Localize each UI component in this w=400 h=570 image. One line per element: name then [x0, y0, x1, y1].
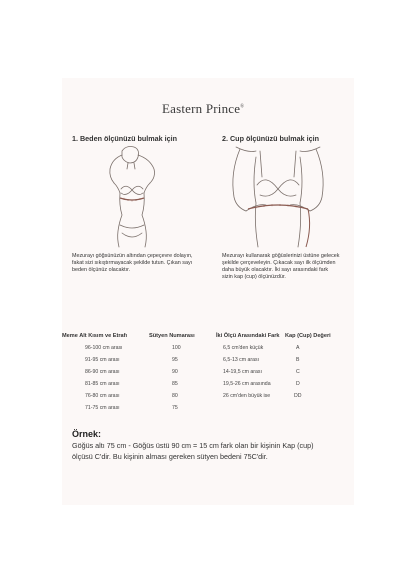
band-row-6-range: 71-75 cm arası: [85, 405, 120, 411]
band-table-header-size: Sütyen Numarası: [149, 333, 195, 339]
section-2-title: 2. Cup ölçünüzü bulmak için: [222, 134, 320, 143]
body-figure-band-measure: [92, 143, 174, 251]
band-row-6-size: 75: [172, 405, 178, 411]
cup-table-header-cup: Kap (Cup) Değeri: [285, 333, 331, 339]
band-row-2-size: 95: [172, 357, 178, 363]
band-row-4-size: 85: [172, 381, 178, 387]
band-row-5-range: 76-80 cm arası: [85, 393, 120, 399]
band-row-5-size: 80: [172, 393, 178, 399]
band-table-header-measure: Meme Alt Kısım ve Etrafı: [62, 333, 128, 339]
section-1-caption: Mezurayı göğsünüzün altından çepeçevre dolayın, fakat sizi sıkıştırmayacak şekilde tutun. Çıkan sayı beden ölçünüz olacaktır.: [72, 253, 193, 273]
band-row-2-range: 91-95 cm arası: [85, 357, 120, 363]
cup-table-header-difference: İki Ölçü Arasındaki Fark: [216, 333, 280, 339]
section-2-caption: Mezurayı kullanarak göğüslerinizi üstüne gelecek şekilde çerçeveleyin. Çıkacak sayı ilk ölçümden daha büyük olacaktır. İki sayı arasındaki fark sizin kap (cup) ölçünüzdür.: [222, 253, 340, 280]
brand-name: Eastern Prince: [162, 101, 241, 116]
cup-row-5-difference: 26 cm'den büyük ise: [223, 393, 271, 399]
example-title: Örnek:: [72, 429, 102, 439]
brand-logo: [162, 101, 244, 117]
registered-mark: ®: [240, 104, 245, 110]
cup-row-4-cup: D: [296, 381, 300, 387]
band-row-3-range: 86-90 cm arası: [85, 369, 120, 375]
example-text: Göğüs altı 75 cm - Göğüs üstü 90 cm = 15 cm fark olan bir kişinin Kap (cup) ölçüsü C'dir. Bu kişinin alması gereken sütyen bedeni 75C'dir.: [72, 441, 314, 461]
section-1-title: 1. Beden ölçünüzü bulmak için: [72, 134, 178, 143]
band-row-4-range: 81-85 cm arası: [85, 381, 120, 387]
band-row-3-size: 90: [172, 369, 178, 375]
cup-row-5-cup: DD: [294, 393, 302, 399]
cup-row-2-cup: B: [296, 357, 300, 363]
band-row-1-size: 100: [172, 345, 181, 351]
band-row-1-range: 96-100 cm arası: [85, 345, 123, 351]
body-figure-cup-measure: [226, 143, 330, 251]
cup-row-1-difference: 6,5 cm'den küçük: [223, 345, 264, 351]
cup-row-4-difference: 19,5-26 cm arasında: [223, 381, 271, 387]
cup-row-3-difference: 14-19,5 cm arası: [223, 369, 262, 375]
cup-row-1-cup: A: [296, 345, 300, 351]
cup-row-3-cup: C: [296, 369, 300, 375]
cup-row-2-difference: 6,5-13 cm arası: [223, 357, 260, 363]
